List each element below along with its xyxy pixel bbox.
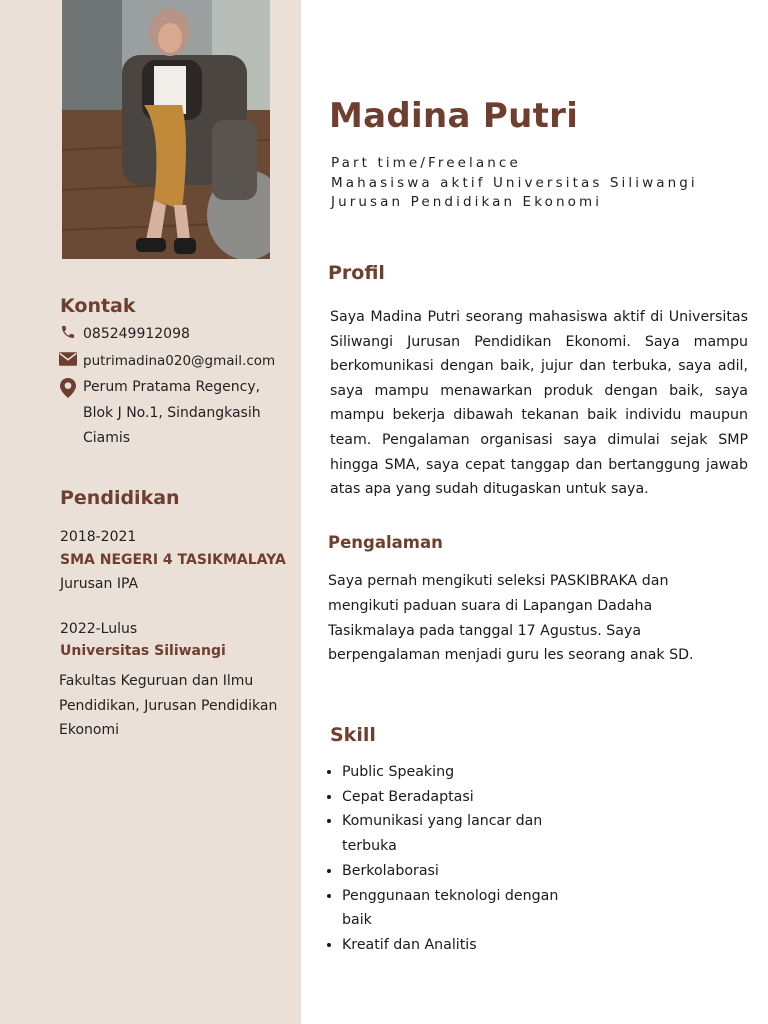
skill-item: • Public Speaking	[342, 760, 562, 785]
address-line: Blok J No.1, Sindangkasih	[83, 404, 261, 421]
education-detail: Fakultas Keguruan dan Ilmu Pendidikan, Jurusan Pendidikan Ekonomi	[59, 673, 278, 738]
skill-item: • Penggunaan teknologi dengan baik	[342, 884, 562, 933]
profile-heading: Profil	[328, 262, 385, 284]
contact-address	[58, 375, 261, 452]
contact-heading: Kontak	[60, 295, 136, 317]
education-years: 2022-Lulus	[60, 621, 138, 637]
education-school: Universitas Siliwangi	[60, 643, 226, 659]
skill-item: • Cepat Beradaptasi	[342, 785, 562, 810]
skill-item: • Berkolaborasi	[342, 859, 562, 884]
address-line: Ciamis	[83, 430, 131, 446]
phone-icon	[58, 322, 78, 342]
skill-heading: Skill	[330, 724, 376, 746]
contact-phone	[58, 322, 190, 348]
experience-text: Saya pernah mengikuti seleksi PASKIBRAKA dan mengikuti paduan suara di Lapangan Dadaha Tasikmalaya pada tanggal 17 Agustus. Saya berpengalaman menjadi guru les seorang anak SD.	[328, 573, 694, 664]
tagline-line: Jurusan Pendidikan Ekonomi	[331, 194, 603, 210]
tagline-line: Mahasiswa aktif Universitas Siliwangi	[331, 174, 698, 191]
skill-item: • Kreatif dan Analitis	[342, 933, 562, 958]
email-address[interactable]: putrimadina020@gmail.com	[83, 353, 276, 369]
profile-text: Saya Madina Putri seorang mahasiswa aktif di Universitas Siliwangi Jurusan Pendidikan Ekonomi. Saya mampu berkomunikasi dengan baik, jujur dan terbuka, saya adil, saya mampu menawarkan produk dengan baik, saya mampu bekerja dibawah tekanan baik individu maupun team. Pengalaman organisasi saya dimulai sejak SMP hingga SMA, saya cepat tanggap dan bertanggung jawab atas apa yang sudah ditugaskan untuk saya.	[330, 309, 748, 498]
skill-item: • Komunikasi yang lancar dan terbuka	[342, 809, 562, 858]
mail-icon	[58, 349, 78, 369]
contact-email	[58, 349, 275, 375]
education-years: 2018-2021	[60, 529, 137, 545]
location-pin-icon	[58, 378, 78, 398]
address	[83, 375, 261, 452]
skill-list	[324, 760, 562, 958]
address-line: Perum Pratama Regency,	[83, 379, 261, 395]
tagline-line: Part time/Freelance	[331, 155, 521, 171]
education-heading: Pendidikan	[60, 487, 180, 509]
experience-heading: Pengalaman	[328, 533, 443, 552]
candidate-name: Madina Putri	[329, 96, 579, 136]
tagline	[331, 154, 698, 213]
education-detail: Jurusan IPA	[60, 576, 139, 592]
profile-photo	[62, 0, 270, 259]
sidebar	[0, 0, 301, 1024]
phone-number[interactable]: 085249912098	[83, 326, 190, 342]
education-school: SMA NEGERI 4 TASIKMALAYA	[60, 552, 286, 568]
